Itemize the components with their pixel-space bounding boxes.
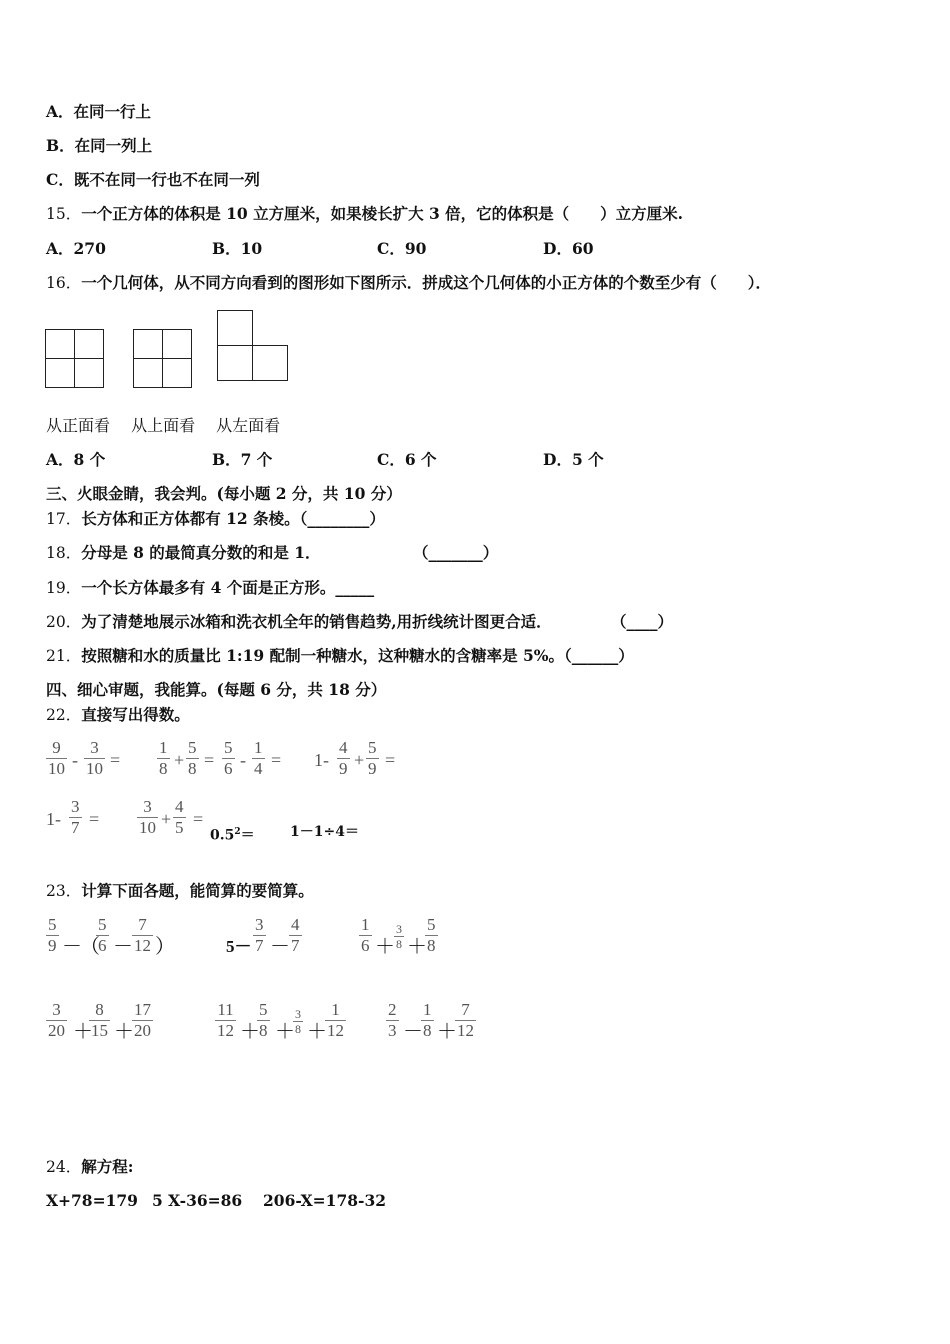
q17-question: [46, 509, 385, 529]
equation-2: 5 X-36=86: [152, 1191, 243, 1210]
plus-sign: +: [161, 809, 172, 829]
q18-blank: （_______）: [413, 543, 499, 562]
plus-sign: ＋: [114, 1021, 134, 1043]
q16-question: [46, 273, 771, 293]
fraction: 3 8: [295, 1007, 301, 1036]
fraction: 3 10: [86, 738, 103, 778]
fraction: 4 7: [291, 915, 300, 955]
section3-title: 三、火眼金睛，我会判。(每小题 2 分，共 10 分）: [46, 484, 402, 503]
minus-sign: －: [403, 1021, 423, 1043]
plus-sign: +: [354, 750, 365, 770]
question-text: 一个几何体，从不同方向看到的图形如下图所示．拼成这个几何体的小正方体的个数至少有（ ）．: [81, 273, 771, 292]
question-text: 一个正方体的体积是 10 立方厘米，如果棱长扩大 3 倍，它的体积是（ ）立方厘米.: [81, 204, 684, 223]
fraction: 5 8: [188, 738, 197, 778]
question-number: 18．: [46, 544, 82, 562]
fraction: 3 8: [396, 922, 402, 951]
q16-option-b: B．7 个: [212, 450, 273, 469]
question-text: 按照糖和水的质量比 1:19 配制一种糖水，这种糖水的含糖率是 5%。（______）: [81, 646, 634, 665]
left-paren: （: [80, 936, 100, 958]
division-expression: 1－1÷4＝: [290, 824, 359, 840]
question-text: 直接写出得数。: [81, 705, 190, 724]
q20-question: [46, 612, 552, 632]
question-number: 23．: [46, 882, 82, 900]
question-number: 24．: [46, 1158, 82, 1176]
q18-question: [46, 543, 321, 563]
fraction: 7 12: [134, 915, 151, 955]
equals-sign: =: [204, 750, 215, 770]
fraction: 5 8: [427, 915, 436, 955]
fraction: 1 6: [361, 915, 370, 955]
fraction: 5 6: [98, 915, 107, 955]
q14-option-b: B．在同一列上: [46, 136, 153, 155]
fraction: 4 5: [175, 797, 184, 837]
plus-sign: ＋: [407, 936, 427, 958]
plus-sign: ＋: [275, 1021, 295, 1043]
q14-option-a: A．在同一行上: [46, 102, 152, 121]
q16-view-labels: 从正面看 从上面看 从左面看: [46, 416, 281, 435]
question-number: 21．: [46, 647, 82, 665]
one-minus: 1-: [46, 809, 61, 829]
q21-question: [46, 646, 634, 666]
equation-3: 206-X=178-32: [263, 1191, 387, 1210]
one-minus: 1-: [314, 750, 329, 770]
right-paren: ）: [155, 936, 175, 958]
minus-sign: -: [72, 750, 78, 770]
equals-sign: =: [110, 750, 121, 770]
fraction: 3 7: [71, 797, 80, 837]
fraction: 8 15: [91, 1000, 108, 1040]
q19-question: [46, 578, 374, 598]
equals-sign: =: [89, 809, 100, 829]
plus-sign: ＋: [437, 1021, 457, 1043]
q20-blank: （____）: [611, 612, 674, 631]
q16-option-c: C．6 个: [377, 450, 437, 469]
q22-question: [46, 705, 190, 725]
q15-option-d: D．60: [543, 239, 594, 258]
question-text: 解方程:: [81, 1157, 134, 1176]
equals-sign: =: [385, 750, 396, 770]
minus-sign: －: [113, 936, 133, 958]
fraction: 5 9: [48, 915, 57, 955]
fraction: 9 10: [48, 738, 65, 778]
q15-question: [46, 204, 683, 224]
q15-option-b: B．10: [212, 239, 263, 258]
fraction: 1 12: [327, 1000, 344, 1040]
question-text: 计算下面各题，能简算的要简算。: [81, 881, 314, 900]
q16-option-d: D．5 个: [543, 450, 604, 469]
plus-sign: ＋: [375, 936, 395, 958]
question-number: 22．: [46, 706, 82, 724]
q15-option-c: C．90: [377, 239, 427, 258]
question-text: 分母是 8 的最简真分数的和是 1．: [81, 543, 321, 562]
minus-sign: －: [270, 936, 290, 958]
section4-title: 四、细心审题，我能算。(每题 6 分，共 18 分）: [46, 680, 387, 699]
fraction: 5 8: [259, 1000, 268, 1040]
fraction: 1 8: [423, 1000, 432, 1040]
fraction: 2 3: [388, 1000, 397, 1040]
fraction: 5 9: [368, 738, 377, 778]
fraction: 4 9: [339, 738, 348, 778]
q16-option-a: A．8 个: [46, 450, 106, 469]
equals-sign: =: [193, 809, 204, 829]
question-number: 16．: [46, 274, 82, 292]
fraction: 3 20: [48, 1000, 65, 1040]
question-text: 为了清楚地展示冰箱和洗衣机全年的销售趋势,用折线统计图更合适．: [81, 612, 552, 631]
equals-sign: =: [271, 750, 282, 770]
plus-sign: ＋: [240, 1021, 260, 1043]
q15-option-a: A．270: [46, 239, 106, 258]
fraction: 3 7: [255, 915, 264, 955]
fraction: 11 12: [217, 1000, 234, 1040]
plus-sign: ＋: [73, 1021, 93, 1043]
fraction: 3 10: [139, 797, 156, 837]
question-text: 一个长方体最多有 4 个面是正方形。_____: [81, 578, 375, 597]
question-number: 17．: [46, 510, 82, 528]
q23-question: [46, 881, 314, 901]
plus-sign: ＋: [307, 1021, 327, 1043]
power-expression: $0.5^2=$: [210, 827, 255, 844]
minus-sign: －: [62, 936, 82, 958]
q24-question: [46, 1157, 133, 1177]
question-text: 长方体和正方体都有 12 条棱。（________）: [81, 509, 385, 528]
question-number: 20．: [46, 613, 82, 631]
plus-sign: +: [174, 750, 185, 770]
fraction: 1 8: [159, 738, 168, 778]
question-number: 15．: [46, 205, 82, 223]
q14-option-c: C．既不在同一行也不在同一列: [46, 170, 260, 189]
fraction: 17 20: [134, 1000, 151, 1040]
fraction: 7 12: [457, 1000, 474, 1040]
minus-sign: -: [240, 750, 246, 770]
fraction: 5 6: [224, 738, 233, 778]
equation-1: X+78=179: [46, 1191, 138, 1210]
fraction: 1 4: [254, 738, 263, 778]
five-minus: 5－: [226, 937, 252, 956]
question-number: 19．: [46, 579, 82, 597]
